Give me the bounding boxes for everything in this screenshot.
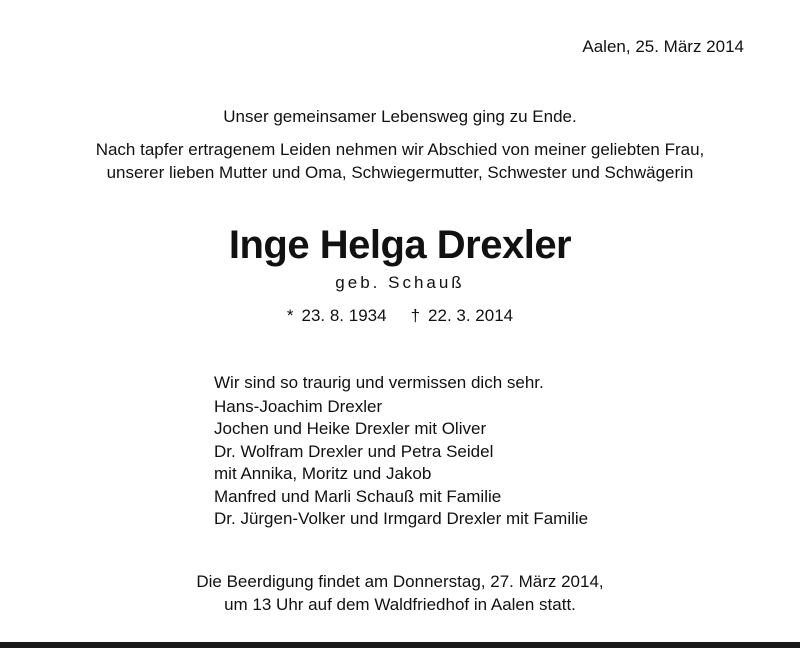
death-date: 22. 3. 2014 [428, 306, 514, 325]
intro-line: Nach tapfer ertragenem Leiden nehmen wir Abschied von meiner geliebten Frau, [95, 140, 705, 159]
intro-line: unserer lieben Mutter und Oma, Schwiegermutter, Schwester und Schwägerin [106, 163, 694, 182]
deceased-name: Inge Helga Drexler [228, 223, 572, 267]
birth-symbol: * [286, 306, 294, 325]
place-date: Aalen, 25. März 2014 [582, 37, 744, 56]
mourner-line: Dr. Wolfram Drexler und Petra Seidel [214, 441, 494, 461]
funeral-info-line: um 13 Uhr auf dem Waldfriedhof in Aalen statt. [224, 595, 576, 614]
mourners-block [214, 372, 588, 531]
sorrow-line: Wir sind so traurig und vermissen dich sehr. [214, 373, 544, 392]
mourner-line: Jochen und Heike Drexler mit Oliver [214, 419, 487, 438]
mourner-line: Dr. Jürgen-Volker und Irmgard Drexler mit Familie [214, 509, 589, 528]
death-symbol: † [410, 306, 421, 325]
life-dates [0, 306, 800, 326]
intro-line: Unser gemeinsamer Lebensweg ging zu Ende. [223, 107, 577, 126]
maiden-name: geb. Schauß [335, 273, 465, 292]
mourner-line: Manfred und Marli Schauß mit Familie [214, 486, 502, 506]
mourner-line: Hans-Joachim Drexler [214, 396, 383, 416]
birth-date: 23. 8. 1934 [301, 306, 387, 325]
funeral-info-line: Die Beerdigung findet am Donnerstag, 27. März 2014, [196, 572, 604, 591]
bottom-border-rule [0, 642, 800, 648]
mourner-line: mit Annika, Moritz und Jakob [214, 464, 432, 483]
